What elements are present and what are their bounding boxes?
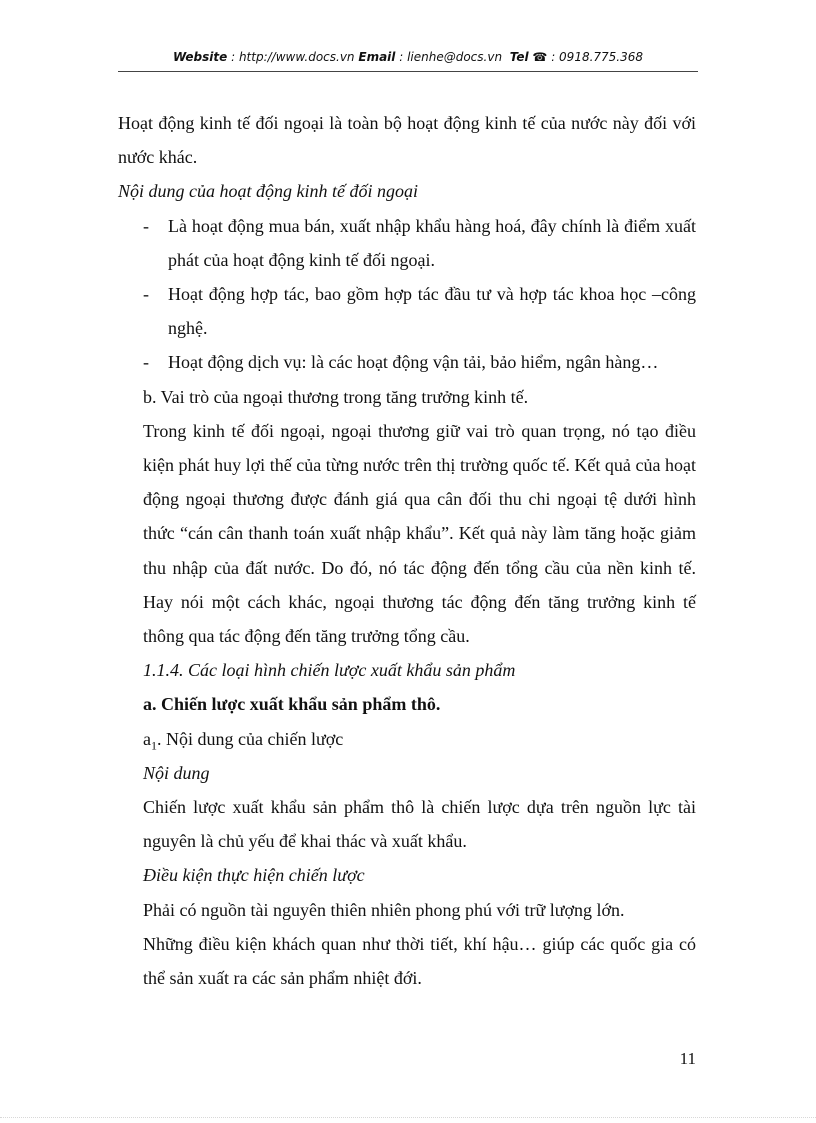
website-separator: : xyxy=(227,50,239,64)
list-item xyxy=(118,209,696,277)
list-item xyxy=(118,277,696,345)
bullet-dash: - xyxy=(143,352,149,373)
list-item-text: Hoạt động hợp tác, bao gồm hợp tác đầu tư và hợp tác khoa học –công nghệ. xyxy=(168,284,696,339)
email-address[interactable]: lienhe@docs.vn xyxy=(407,50,503,64)
email-separator: : xyxy=(395,50,408,64)
tel-label: Tel xyxy=(509,50,529,64)
list-item-text: Là hoạt động mua bán, xuất nhập khẩu hàng hoá, đây chính là điểm xuất phát của hoạt động kinh tế đối ngoại. xyxy=(168,215,696,270)
paragraph-dieu-kien-khach-quan: Những điều kiện khách quan như thời tiết, khí hậu… giúp các quốc gia có thể sản xuất ra các sản phẩm nhiệt đới. xyxy=(143,933,696,989)
bullet-dash: - xyxy=(143,284,149,305)
label-dieu-kien: Điều kiện thực hiện chiến lược xyxy=(143,865,365,886)
subheading-vai-tro: b. Vai trò của ngoại thương trong tăng trưởng kinh tế. xyxy=(143,386,529,407)
page-bottom-border xyxy=(0,1117,816,1118)
section-heading-1-1-4: 1.1.4. Các loại hình chiến lược xuất khẩu sản phẩm xyxy=(143,660,516,681)
bullet-dash: - xyxy=(143,215,149,236)
a1-text: . Nội dung của chiến lược xyxy=(157,728,344,749)
a1-subscript: 1 xyxy=(151,738,157,753)
paragraph-chien-luoc-tho: Chiến lược xuất khẩu sản phẩm thô là chiến lược dựa trên nguồn lực tài nguyên là chủ yếu để khai thác và xuất khẩu. xyxy=(143,797,696,852)
website-url[interactable]: http://www.docs.vn xyxy=(238,50,355,64)
list-item-text: Hoạt động dịch vụ: là các hoạt động vận tải, bảo hiểm, ngân hàng… xyxy=(168,352,659,373)
subheading-chien-luoc-san-pham-tho: a. Chiến lược xuất khẩu sản phẩm thô. xyxy=(143,694,441,715)
page-number: 11 xyxy=(679,1049,696,1068)
subheading-a1 xyxy=(118,722,696,756)
tel-number: : 0918.775.368 xyxy=(547,50,644,64)
phone-icon: ☎ xyxy=(532,50,548,64)
email-label: Email xyxy=(358,50,396,64)
label-noi-dung: Nội dung xyxy=(143,762,210,783)
paragraph-intro: Hoạt động kinh tế đối ngoại là toàn bộ hoạt động kinh tế của nước này đối với nước khác. xyxy=(118,113,696,168)
a1-prefix: a xyxy=(143,728,151,749)
header-divider xyxy=(118,71,698,72)
subheading-noi-dung-kinh-te: Nội dung của hoạt động kinh tế đối ngoại xyxy=(118,181,418,202)
website-label: Website xyxy=(172,50,228,64)
paragraph-tai-nguyen: Phải có nguồn tài nguyên thiên nhiên phong phú với trữ lượng lớn. xyxy=(143,899,625,920)
paragraph-ngoai-thuong: Trong kinh tế đối ngoại, ngoại thương giữ vai trò quan trọng, nó tạo điều kiện phát huy lợi thế của từng nước trên thị trường quốc tế. Kết quả của hoạt động ngoại thương được đánh giá qua cân đối thu chi ngoại tệ dưới hình thức “cán cân thanh toán xuất nhập khẩu”. Kết quả này làm tăng hoặc giảm thu nhập của đất nước. Do đó, nó tác động đến tổng cầu của nền kinh tế. Hay nói một cách khác, ngoại thương tác động đến tăng trưởng kinh tế thông qua tác động đến tăng trưởng tổng cầu. xyxy=(143,420,696,647)
page-header xyxy=(120,50,696,64)
document-body xyxy=(118,106,696,995)
list-item xyxy=(118,345,696,379)
